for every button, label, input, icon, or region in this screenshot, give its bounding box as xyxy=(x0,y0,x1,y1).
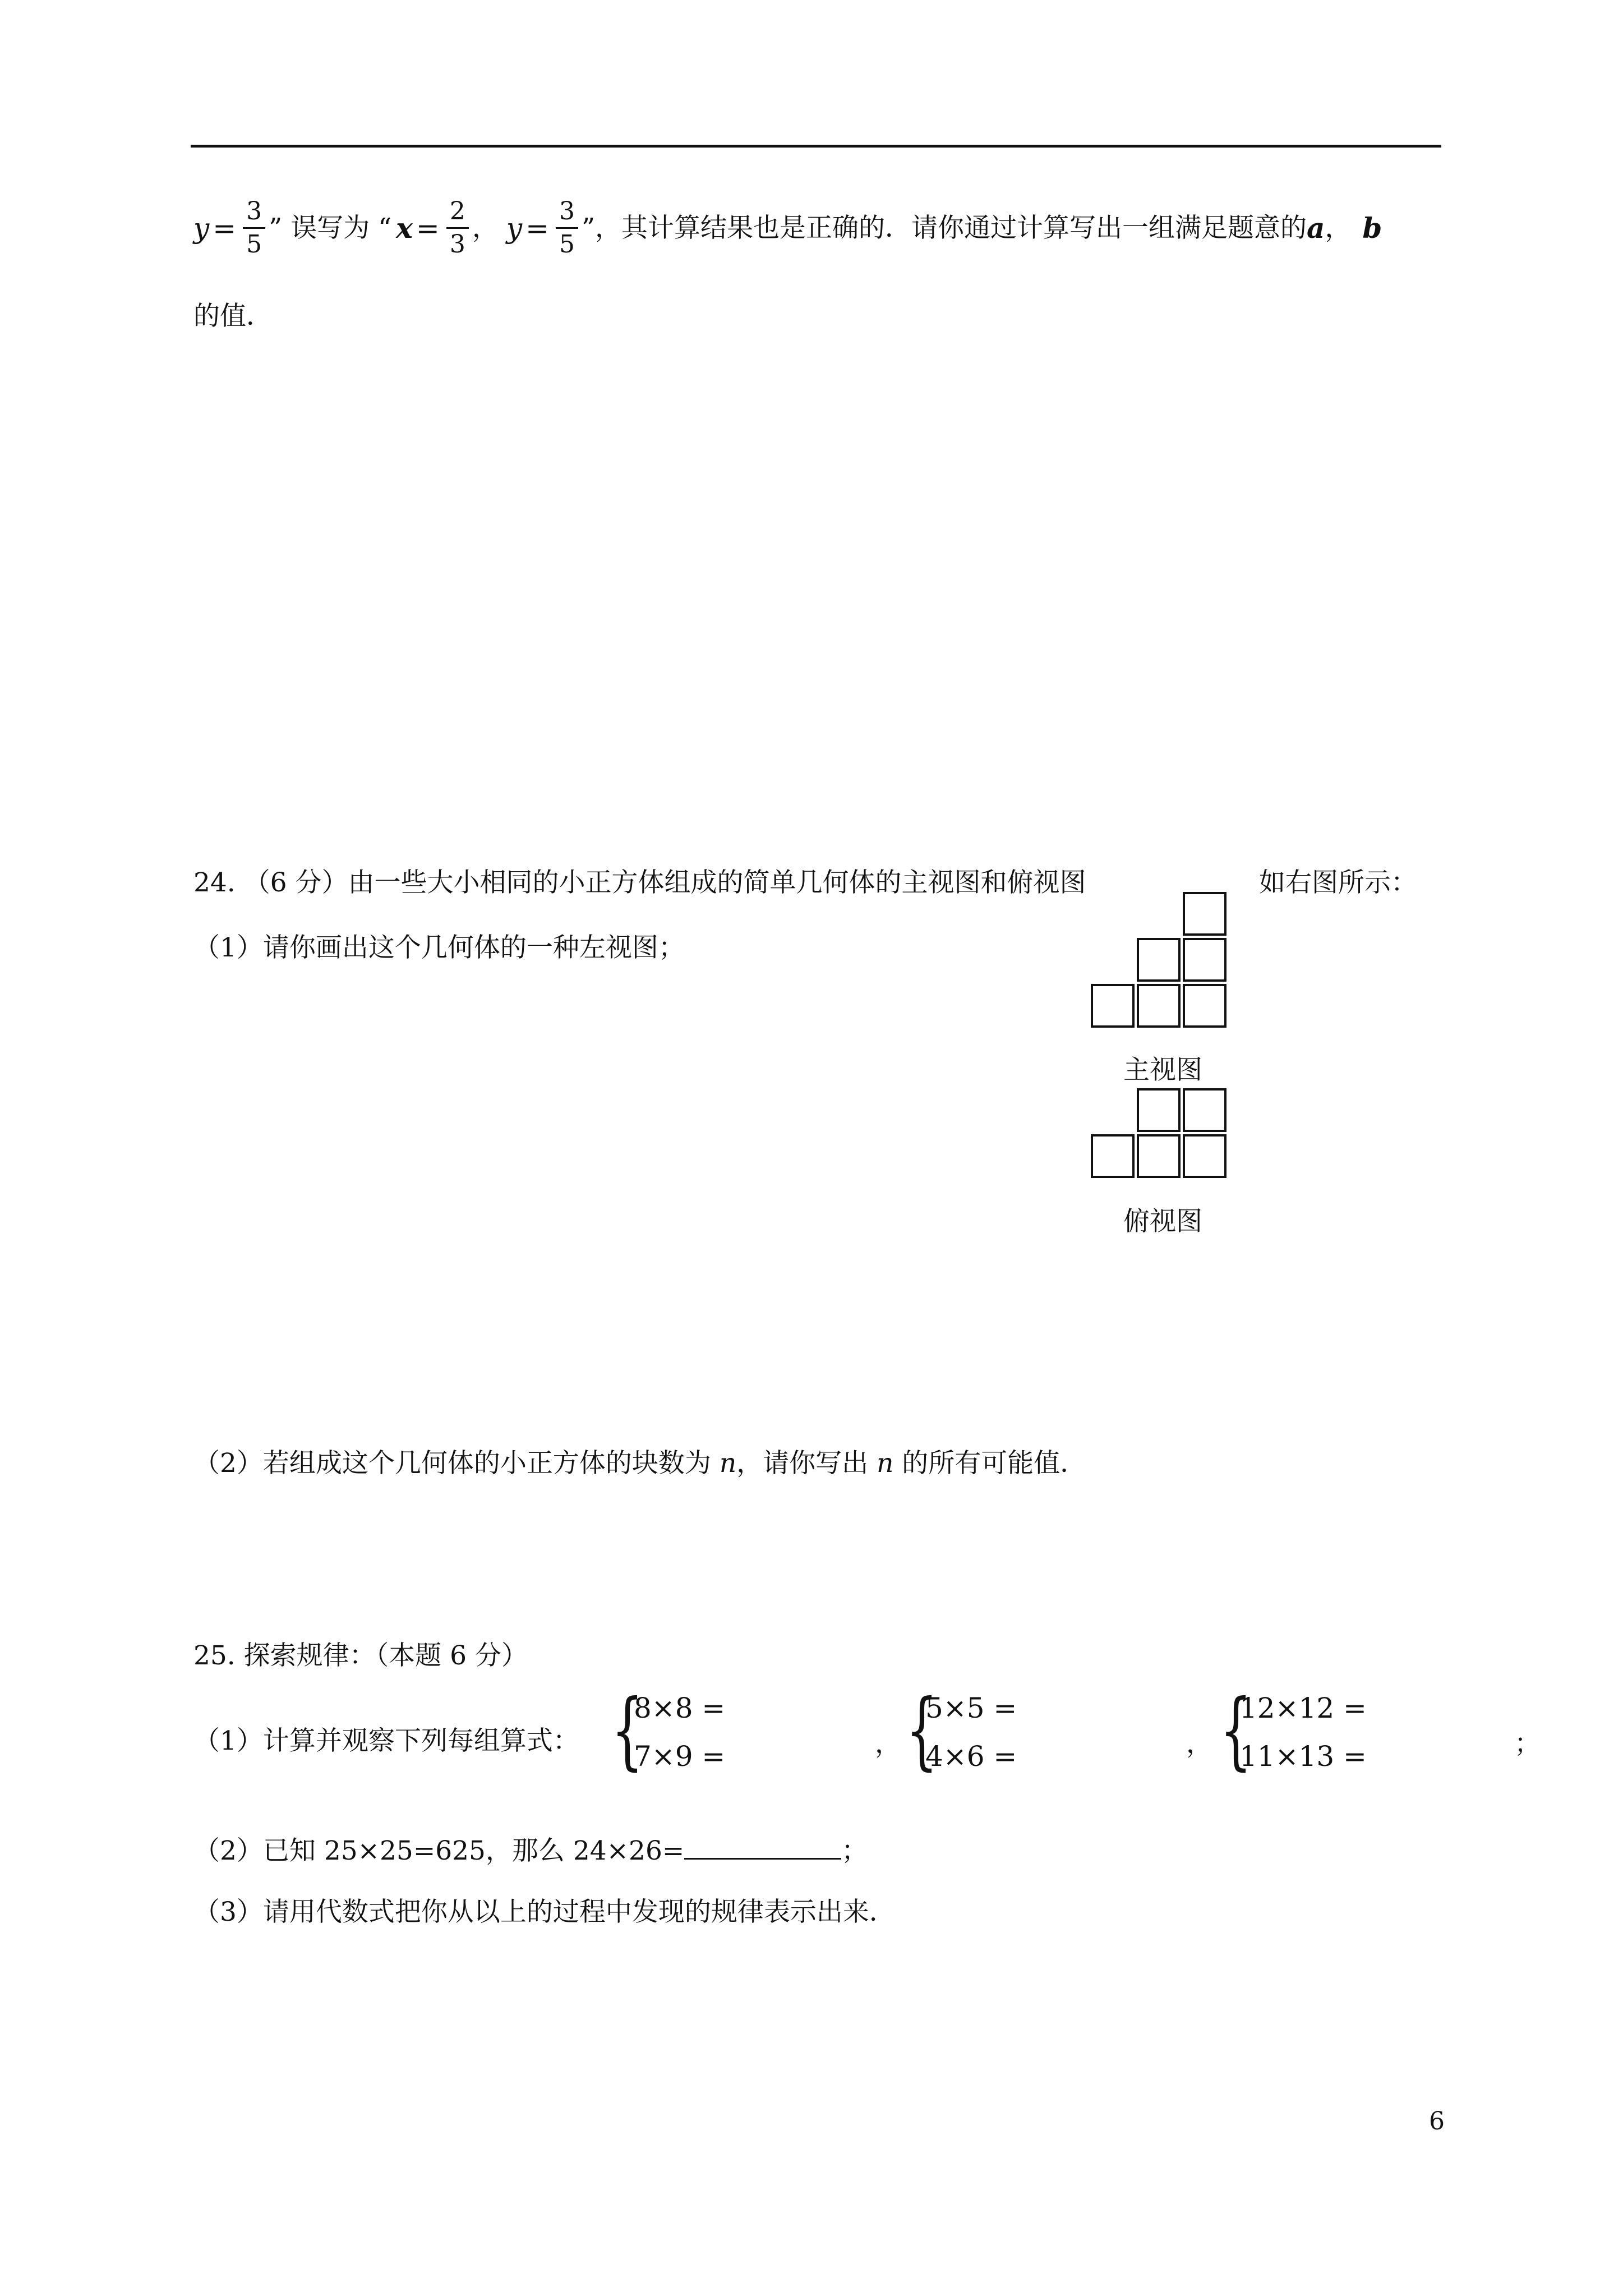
top-cell xyxy=(1137,1088,1181,1132)
top-cell xyxy=(1183,1088,1227,1132)
comma: ， xyxy=(472,213,499,243)
front-view-caption: 主视图 xyxy=(1123,1055,1202,1085)
page-number: 6 xyxy=(1429,2107,1445,2136)
front-cell xyxy=(1183,938,1227,982)
top-view-figure xyxy=(1091,1088,1237,1189)
q23-formula-line xyxy=(193,199,1382,257)
top-cell xyxy=(1091,1134,1135,1178)
q25-part2: （2）已知 25×25=625，那么 24×26= ； xyxy=(193,1835,868,1866)
eq2-sign: = xyxy=(416,211,440,245)
eq3-fraction: $\frac{3}{5}$ xyxy=(556,199,578,257)
front-cell xyxy=(1183,892,1227,936)
q25-part3: （3）请用代数式把你从以上的过程中发现的规律表示出来． xyxy=(193,1897,896,1927)
front-cell xyxy=(1137,984,1181,1028)
mid-text: ” 误写为 “ xyxy=(269,213,392,243)
top-cell xyxy=(1183,1134,1227,1178)
eq1-fraction: $\frac{3}{5}$ xyxy=(243,199,265,257)
eq2-var: x xyxy=(396,211,413,245)
sep-1: ， xyxy=(875,1728,901,1759)
q25-title: 25. 探索规律：（本题 6 分） xyxy=(193,1640,528,1671)
front-cell xyxy=(1183,984,1227,1028)
q24-part1: （1）请你画出这个几何体的一种左视图； xyxy=(193,932,685,963)
q23-line2: 的值． xyxy=(193,301,273,332)
brace-2: { xyxy=(906,1682,938,1779)
front-view-figure xyxy=(1091,892,1237,1038)
q24-title: 24. （6 分）由一些大小相同的小正方体组成的简单几何体的主视图和俯视图 xyxy=(193,867,1086,898)
eq1-var: y xyxy=(193,211,210,245)
var-a: a xyxy=(1307,211,1325,245)
brace-3: { xyxy=(1220,1682,1252,1779)
end-semicolon: ； xyxy=(1514,1728,1541,1759)
answer-blank[interactable] xyxy=(684,1835,841,1860)
eq3-var: y xyxy=(506,211,523,245)
eq2-fraction: $\frac{2}{3}$ xyxy=(446,199,469,257)
q24-part2: （2）若组成这个几何体的小正方体的块数为 n，请你写出 n 的所有可能值． xyxy=(193,1448,1087,1479)
top-cell xyxy=(1137,1134,1181,1178)
equation-group-1: 8×8 = 7×9 = xyxy=(634,1692,726,1773)
sep-2: ， xyxy=(1186,1728,1212,1759)
brace-1: { xyxy=(611,1682,644,1779)
q25-part1-label: （1）计算并观察下列每组算式： xyxy=(193,1726,579,1756)
end-text: ”，其计算结果也是正确的．请你通过计算写出一组满足题意的 xyxy=(581,213,1307,243)
sep: ， xyxy=(1325,213,1352,243)
top-view-caption: 俯视图 xyxy=(1123,1206,1202,1237)
var-b: b xyxy=(1362,211,1382,245)
header-rule xyxy=(191,145,1441,148)
front-cell xyxy=(1091,984,1135,1028)
equation-group-2: 5×5 = 4×6 = xyxy=(925,1692,1017,1773)
q24-title-right: 如右图所示： xyxy=(1259,867,1417,898)
front-cell xyxy=(1137,938,1181,982)
eq1-sign: = xyxy=(213,211,237,245)
eq3-sign: = xyxy=(525,211,549,245)
equation-group-3: 12×12 = 11×13 = xyxy=(1239,1692,1367,1773)
